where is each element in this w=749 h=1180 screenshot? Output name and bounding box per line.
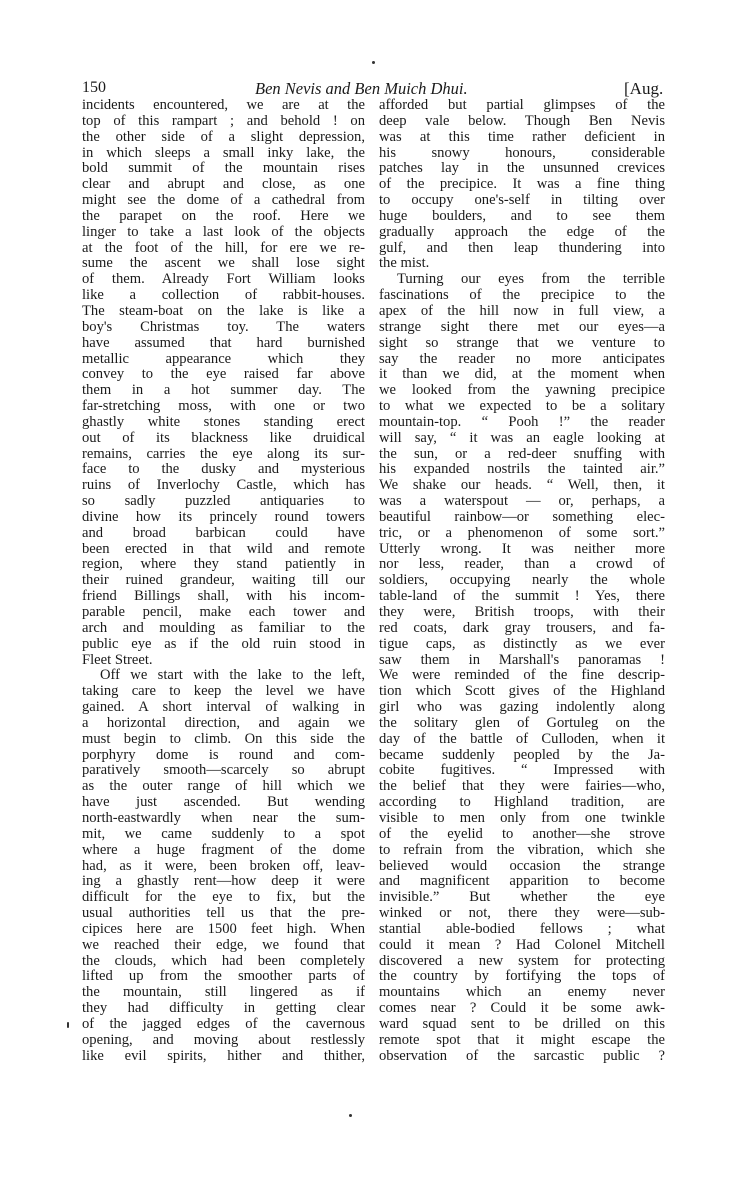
text-line: tric, or a phenomenon of some sort.” [379,524,665,541]
text-line: lifted up from the smoother parts of [82,968,365,985]
text-line: was a waterspout — or, perhaps, a [379,493,665,510]
text-line: sight so strange that we venture to [379,334,665,351]
text-line: metallic appearance which they [82,350,365,367]
text-line: according to Highland tradition, are [379,794,665,811]
running-title: Ben Nevis and Ben Muich Dhui. [255,79,468,98]
text-line: north-eastwardly when near the sum- [82,809,365,826]
text-line: region, where they stand patiently in [82,556,365,573]
text-line: believed would occasion the strange [379,857,665,874]
text-line: could it mean ? Had Colonel Mitchell [379,936,665,953]
text-line: We shake our heads. “ Well, then, it [379,477,665,494]
text-line: and broad barbican could have [82,524,365,541]
text-line: ghastly white stones standing erect [82,413,365,430]
text-line: The steam-boat on the lake is like a [82,302,365,319]
text-line: tion which Scott gives of the Highland [379,683,665,700]
text-line: patches lay in the unsunned crevices [379,160,665,177]
text-line: cobite fugitives. “ Impressed with [379,762,665,779]
text-line: apex of the hill now in full view, a [379,302,665,319]
text-line: mit, we came suddenly to a spot [82,825,365,842]
text-line: say the reader no more anticipates [379,350,665,367]
text-line: far-stretching moss, with one or two [82,398,365,415]
text-line: to occupy one's-self in tilting over [379,192,665,209]
text-line: at the foot of the hill, for ere we re- [82,239,365,256]
text-line: day of the battle of Culloden, when it [379,730,665,747]
text-line: strange sight there met our eyes—a [379,318,665,335]
text-line: the country by fortifying the tops of [379,968,665,985]
text-line: incidents encountered, we are at the [82,97,365,113]
text-line: soldiers, occupying nearly the whole [379,572,665,589]
text-line: in which sleeps a small inky lake, the [82,144,365,161]
text-line: where a huge fragment of the dome [82,841,365,858]
right-column [379,98,665,1064]
text-line: ing a ghastly rent—how deep it were [82,873,365,890]
text-line: became suddenly peopled by the Ja- [379,746,665,763]
text-line: the solitary glen of Gortuleg on the [379,714,665,731]
text-line: red coats, dark gray trousers, and fa- [379,619,665,636]
text-line: the sun, or a red-deer snuffing with [379,445,665,462]
text-line: we reached their edge, we found that [82,936,365,953]
left-column [82,98,365,1064]
text-line: observation of the sarcastic public ? [379,1047,665,1064]
text-line: comes near ? Could it be some awk- [379,1000,665,1017]
print-speck-top [372,61,375,64]
text-line: usual authorities tell us that the pre- [82,905,365,922]
text-line: they had difficulty in getting clear [82,1000,365,1017]
text-line: fascinations of the precipice to the [379,287,665,304]
text-line: divine how its princely round towers [82,508,365,525]
text-line: Off we start with the lake to the left, [100,667,365,684]
text-line: bold summit of the mountain rises [82,160,365,177]
text-line: mountains which an enemy never [379,984,665,1001]
text-line: was at this time rather deficient in [379,128,665,145]
text-line: public eye as if the old ruin stood in [82,635,365,652]
text-line: arch and moulding as familiar to the [82,619,365,636]
text-line: we looked from the yawning precipice [379,382,665,399]
text-line: top of this rampart ; and behold ! on [82,112,365,129]
text-line: a horizontal direction, and again we [82,714,365,731]
text-line: friend Billings shall, with his incom- [82,588,365,605]
text-line: will say, “ it was an eagle looking at [379,429,665,446]
text-line: the mist. [379,255,430,272]
text-line: to what we expected to be a solitary [379,398,665,415]
text-line: gained. A short interval of walking in [82,699,365,716]
text-line: must begin to climb. On this side the [82,730,365,747]
text-line: have assumed that hard burnished [82,334,365,351]
text-line: the belief that they were fairies—who, [379,778,665,795]
text-line: his expanded nostrils the tainted air.” [379,461,665,478]
text-line: invisible.” But whether the eye [379,889,665,906]
text-line: them in a hot summer day. The [82,382,365,399]
text-line: winked or not, there they were—sub- [379,905,665,922]
text-line: paratively smooth—scarcely so abrupt [82,762,365,779]
text-line: been erected in that wild and remote [82,540,365,557]
text-line: table-land of the summit ! Yes, there [379,588,665,605]
text-line: ward squad sent to be drilled on this [379,1015,665,1032]
text-line: visible to men only from one twinkle [379,809,665,826]
text-line: remains, carries the eye along its sur- [82,445,365,462]
text-line: remote spot that it might escape the [379,1031,665,1048]
text-line: cipices here are 1500 feet high. When [82,920,365,937]
text-line: stantial able-bodied fellows ; what [379,920,665,937]
print-speck-bottom [349,1114,352,1117]
text-line: linger to take a last look of the objects [82,223,365,240]
text-line: as the outer range of hill which we [82,778,365,795]
text-line: discovered a new system for protecting [379,952,665,969]
text-line: boy's Christmas toy. The waters [82,318,365,335]
text-line: his snowy honours, considerable [379,144,665,161]
text-line: mountain-top. “ Pooh !” the reader [379,413,665,430]
text-line: had, as it were, been broken off, leav- [82,857,365,874]
text-line: have just ascended. But wending [82,794,365,811]
text-line: clear and abrupt and close, as one [82,176,365,193]
text-line: the other side of a slight depression, [82,128,365,145]
text-line: afforded but partial glimpses of the [379,97,665,113]
text-line: so sadly puzzled antiquaries to [82,493,365,510]
text-line: the clouds, which had been completely [82,952,365,969]
text-line: of the eyelid to another—she strove [379,825,665,842]
text-line: out of its blackness like druidical [82,429,365,446]
text-line: it than we did, at the moment when [379,366,665,383]
text-line: Utterly wrong. It was neither more [379,540,665,557]
text-line: face to the dusky and mysterious [82,461,365,478]
text-line: opening, and moving about restlessly [82,1031,365,1048]
text-line: Turning our eyes from the terrible [397,271,665,288]
text-line: sume the ascent we shall lose sight [82,255,365,272]
text-line: of the precipice. It was a fine thing [379,176,665,193]
print-speck-margin [67,1022,69,1028]
text-line: girl who was gazing indolently along [379,699,665,716]
text-line: like a collection of rabbit-houses. [82,287,365,304]
text-line: difficult for the eye to fix, but the [82,889,365,906]
text-line: like evil spirits, hither and thither, [82,1047,365,1064]
text-line: tigue caps, as distinctly as we ever [379,635,665,652]
text-line: Fleet Street. [82,651,153,668]
text-line: gradually approach the edge of the [379,223,665,240]
running-month: [Aug. [624,79,664,98]
text-line: the parapet on the roof. Here we [82,207,365,224]
text-line: of them. Already Fort William looks [82,271,365,288]
text-line: their ruined grandeur, waiting till our [82,572,365,589]
text-line: they were, British troops, with their [379,604,665,620]
text-line: of the jagged edges of the cavernous [82,1015,365,1032]
page-number: 150 [82,79,106,96]
text-line: saw them in Marshall's panoramas ! [379,651,665,668]
text-line: gulf, and then leap thundering into [379,239,665,256]
text-line: porphyry dome is round and com- [82,746,365,763]
text-line: nor less, reader, than a crowd of [379,556,665,573]
text-line: taking care to keep the level we have [82,683,365,700]
text-line: huge boulders, and to see them [379,207,665,224]
text-line: We were reminded of the fine descrip- [379,667,665,684]
text-line: the mountain, still lingered as if [82,984,365,1001]
text-line: deep vale below. Though Ben Nevis [379,112,665,129]
text-line: ruins of Inverlochy Castle, which has [82,477,365,494]
text-line: to refrain from the vibration, which she [379,841,665,858]
text-line: and magnificent apparition to become [379,873,665,890]
text-line: parable pencil, make each tower and [82,604,365,620]
text-line: might see the dome of a cathedral from [82,192,365,209]
text-line: convey to the eye raised far above [82,366,365,383]
text-line: beautiful rainbow—or something elec- [379,508,665,525]
